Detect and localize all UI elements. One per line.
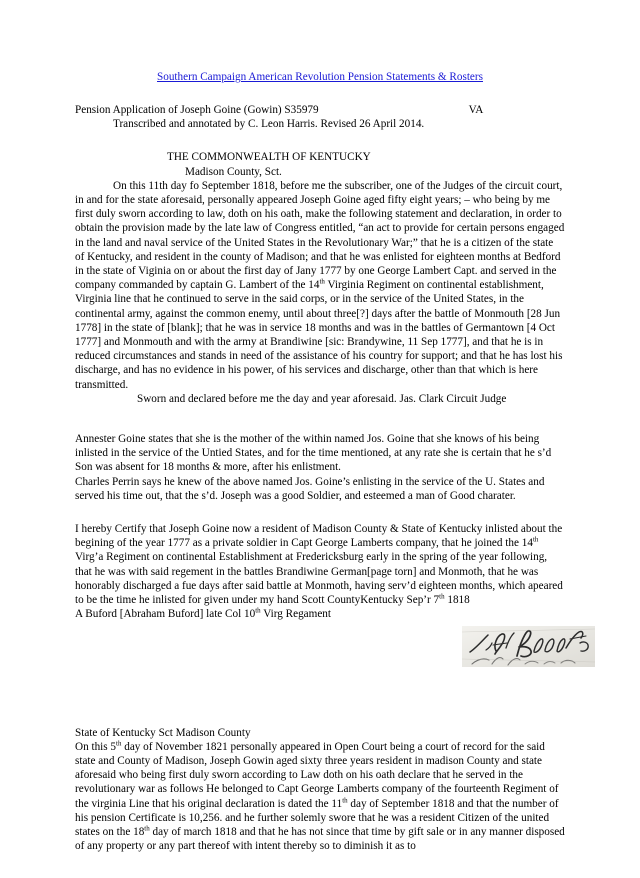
charles-perrin-statement — [75, 475, 565, 503]
sworn-declared-line — [75, 392, 565, 406]
spacer — [75, 503, 565, 522]
annester-goine-statement-text: Annester Goine states that she is the mother of the within named Jos. Goine that she knows of his being inlisted in the service of the Untied States, and for the time mentioned, at any rate she is certain that he s’d Son was absent for 18 months & more, after his enlistment. — [75, 433, 552, 474]
commonwealth-title-text: THE COMMONWEALTH OF KENTUCKY — [167, 151, 371, 164]
buford-signature-line-part2: Virg Regament — [260, 608, 332, 621]
ordinal-superscript: th — [255, 606, 261, 615]
state-abbrev: VA — [468, 104, 484, 116]
commonwealth-title — [75, 150, 565, 164]
ordinal-superscript: th — [532, 535, 539, 544]
deposition-1821-part4: day of march 1818 and that he has not since that time by gift sale or in any manner disposed of any property or any part thereof with intent thereby so to diminish it as to — [75, 825, 565, 853]
ordinal-superscript: th — [144, 824, 150, 833]
site-header-link[interactable]: Southern Campaign American Revolution Pension Statements & Rosters — [157, 71, 483, 83]
spacer — [75, 131, 565, 150]
state-county-1821-heading — [75, 726, 565, 740]
state-county-1821-text: State of Kentucky Sct Madison County — [75, 726, 251, 739]
deposition-1821-part3: day of September 1818 and that the number of his pension Certificate is 10,256. and he further solemly swore that he was a resident Citizen of the united states on the 18 — [75, 797, 559, 838]
buford-certification-part3: 1818 — [444, 594, 470, 607]
ordinal-superscript: th — [439, 592, 445, 601]
charles-perrin-statement-text: Charles Perrin says he knew of the above named Jos. Goine’s enlisting in the service of the U. States and served his time out, that the s’d. Joseph was a good Soldier, and esteemed a man of Good charater. — [75, 475, 545, 502]
buford-certification-part1: I hereby Certify that Joseph Goine now a resident of Madison County & State of Kentucky inlisted about the begining of the year 1777 as a private soldier in Capt George Lamberts company, that he joined the 14 — [75, 523, 563, 550]
buford-signature-line — [75, 607, 565, 621]
site-header — [75, 70, 565, 84]
deposition-1821-part2: day of November 1821 personally appeared in Open Court being a court of record for the said state and County of Madison, Joseph Gowin aged sixty three years resident in madison County and state aforesaid who being first duly sworn according to Law doth on his oath declare that he served in the revolutionary war as follows He belonged to Capt George Lamberts company of the fourteenth Regiment of the virginia Line that his original declaration is dated the 11 — [75, 740, 559, 810]
pension-application-heading — [75, 103, 565, 117]
buford-signature-line-part1: A Buford [Abraham Buford] late Col 10 — [75, 608, 256, 621]
county-subtitle — [75, 165, 565, 179]
document-page — [0, 70, 640, 878]
ordinal-superscript: th — [319, 277, 325, 286]
signature-scan-svg — [462, 626, 595, 667]
transcription-credit — [75, 117, 565, 131]
annester-goine-statement — [75, 432, 565, 475]
deposition-1821-part1: On this 5 — [75, 740, 117, 753]
buford-certification-paragraph — [75, 522, 565, 607]
declaration-1818-part2: Virginia Regiment on continental establishment, Virginia line that he continued to serve in the said corps, or in the service of the United States, in the continental army, against the common enemy, until about three[?] days after the battle of Monmouth [28 Jun 1778] in the state of [blank]; that he was in service 18 months and was in the battles of Germantown [4 Oct 1777] and Monmouth and with the army at Brandiwine [sic: Brandywine, 11 Sep 1777], and that he is in reduced circumstances and stands in need of the assistance of his country for support; and that he has lost his discharge, and has no evidence in his power, of his services and discharge, other than that which is here transmitted. — [75, 279, 563, 391]
spacer — [75, 84, 565, 103]
spacer — [75, 406, 565, 432]
ordinal-superscript: th — [116, 738, 122, 747]
declaration-1818-paragraph — [75, 179, 565, 392]
declaration-1818-part1: On this 11th day fo September 1818, before me the subscriber, one of the Judges of the circuit court, in and for the state aforesaid, personally appeared Joseph Goine aged fifty eight years; – who being by me first duly sworn according to law, doth on his oath, make the following statement and declaration, in order to obtain the provision made by the late law of Congress entitled, “an act to provide for certain persons engaged in the land and naval service of the United States in the Revolutionary War;” that he is a citizen of the state of Kentucky, and resident in the county of Madison; and that he was enlisted for eighteen months at Bedford in the state of Viginia on or about the first day of Jany 1777 by one George Lambert Capt. and served in the company commanded by captain G. Lambert of the 14 — [75, 179, 565, 292]
sworn-declared-text: Sworn and declared before me the day and year aforesaid. Jas. Clark Circuit Judge — [137, 392, 507, 405]
transcription-credit-text: Transcribed and annotated by C. Leon Harris. Revised 26 April 2014. — [113, 118, 425, 131]
pension-application-title: Pension Application of Joseph Goine (Gowin) S35979 — [75, 104, 319, 116]
ordinal-superscript: th — [342, 795, 348, 804]
buford-certification-part2: Virg’a Regiment on continental Establishment at Fredericksburg early in the spring of the year following, that he was with said regement in the battles Brandiwine German[page torn] and Monmoth, that he was honorably discharged a fue days after said battle at Monmoth, having serv’d eighteen months, which apeared to be the time he inlisted for given under my hand Scott CountyKentucky Sep’r 7 — [75, 551, 563, 607]
buford-signature-image — [462, 626, 595, 667]
county-subtitle-text: Madison County, Sct. — [185, 165, 282, 178]
deposition-1821-paragraph — [75, 740, 565, 854]
